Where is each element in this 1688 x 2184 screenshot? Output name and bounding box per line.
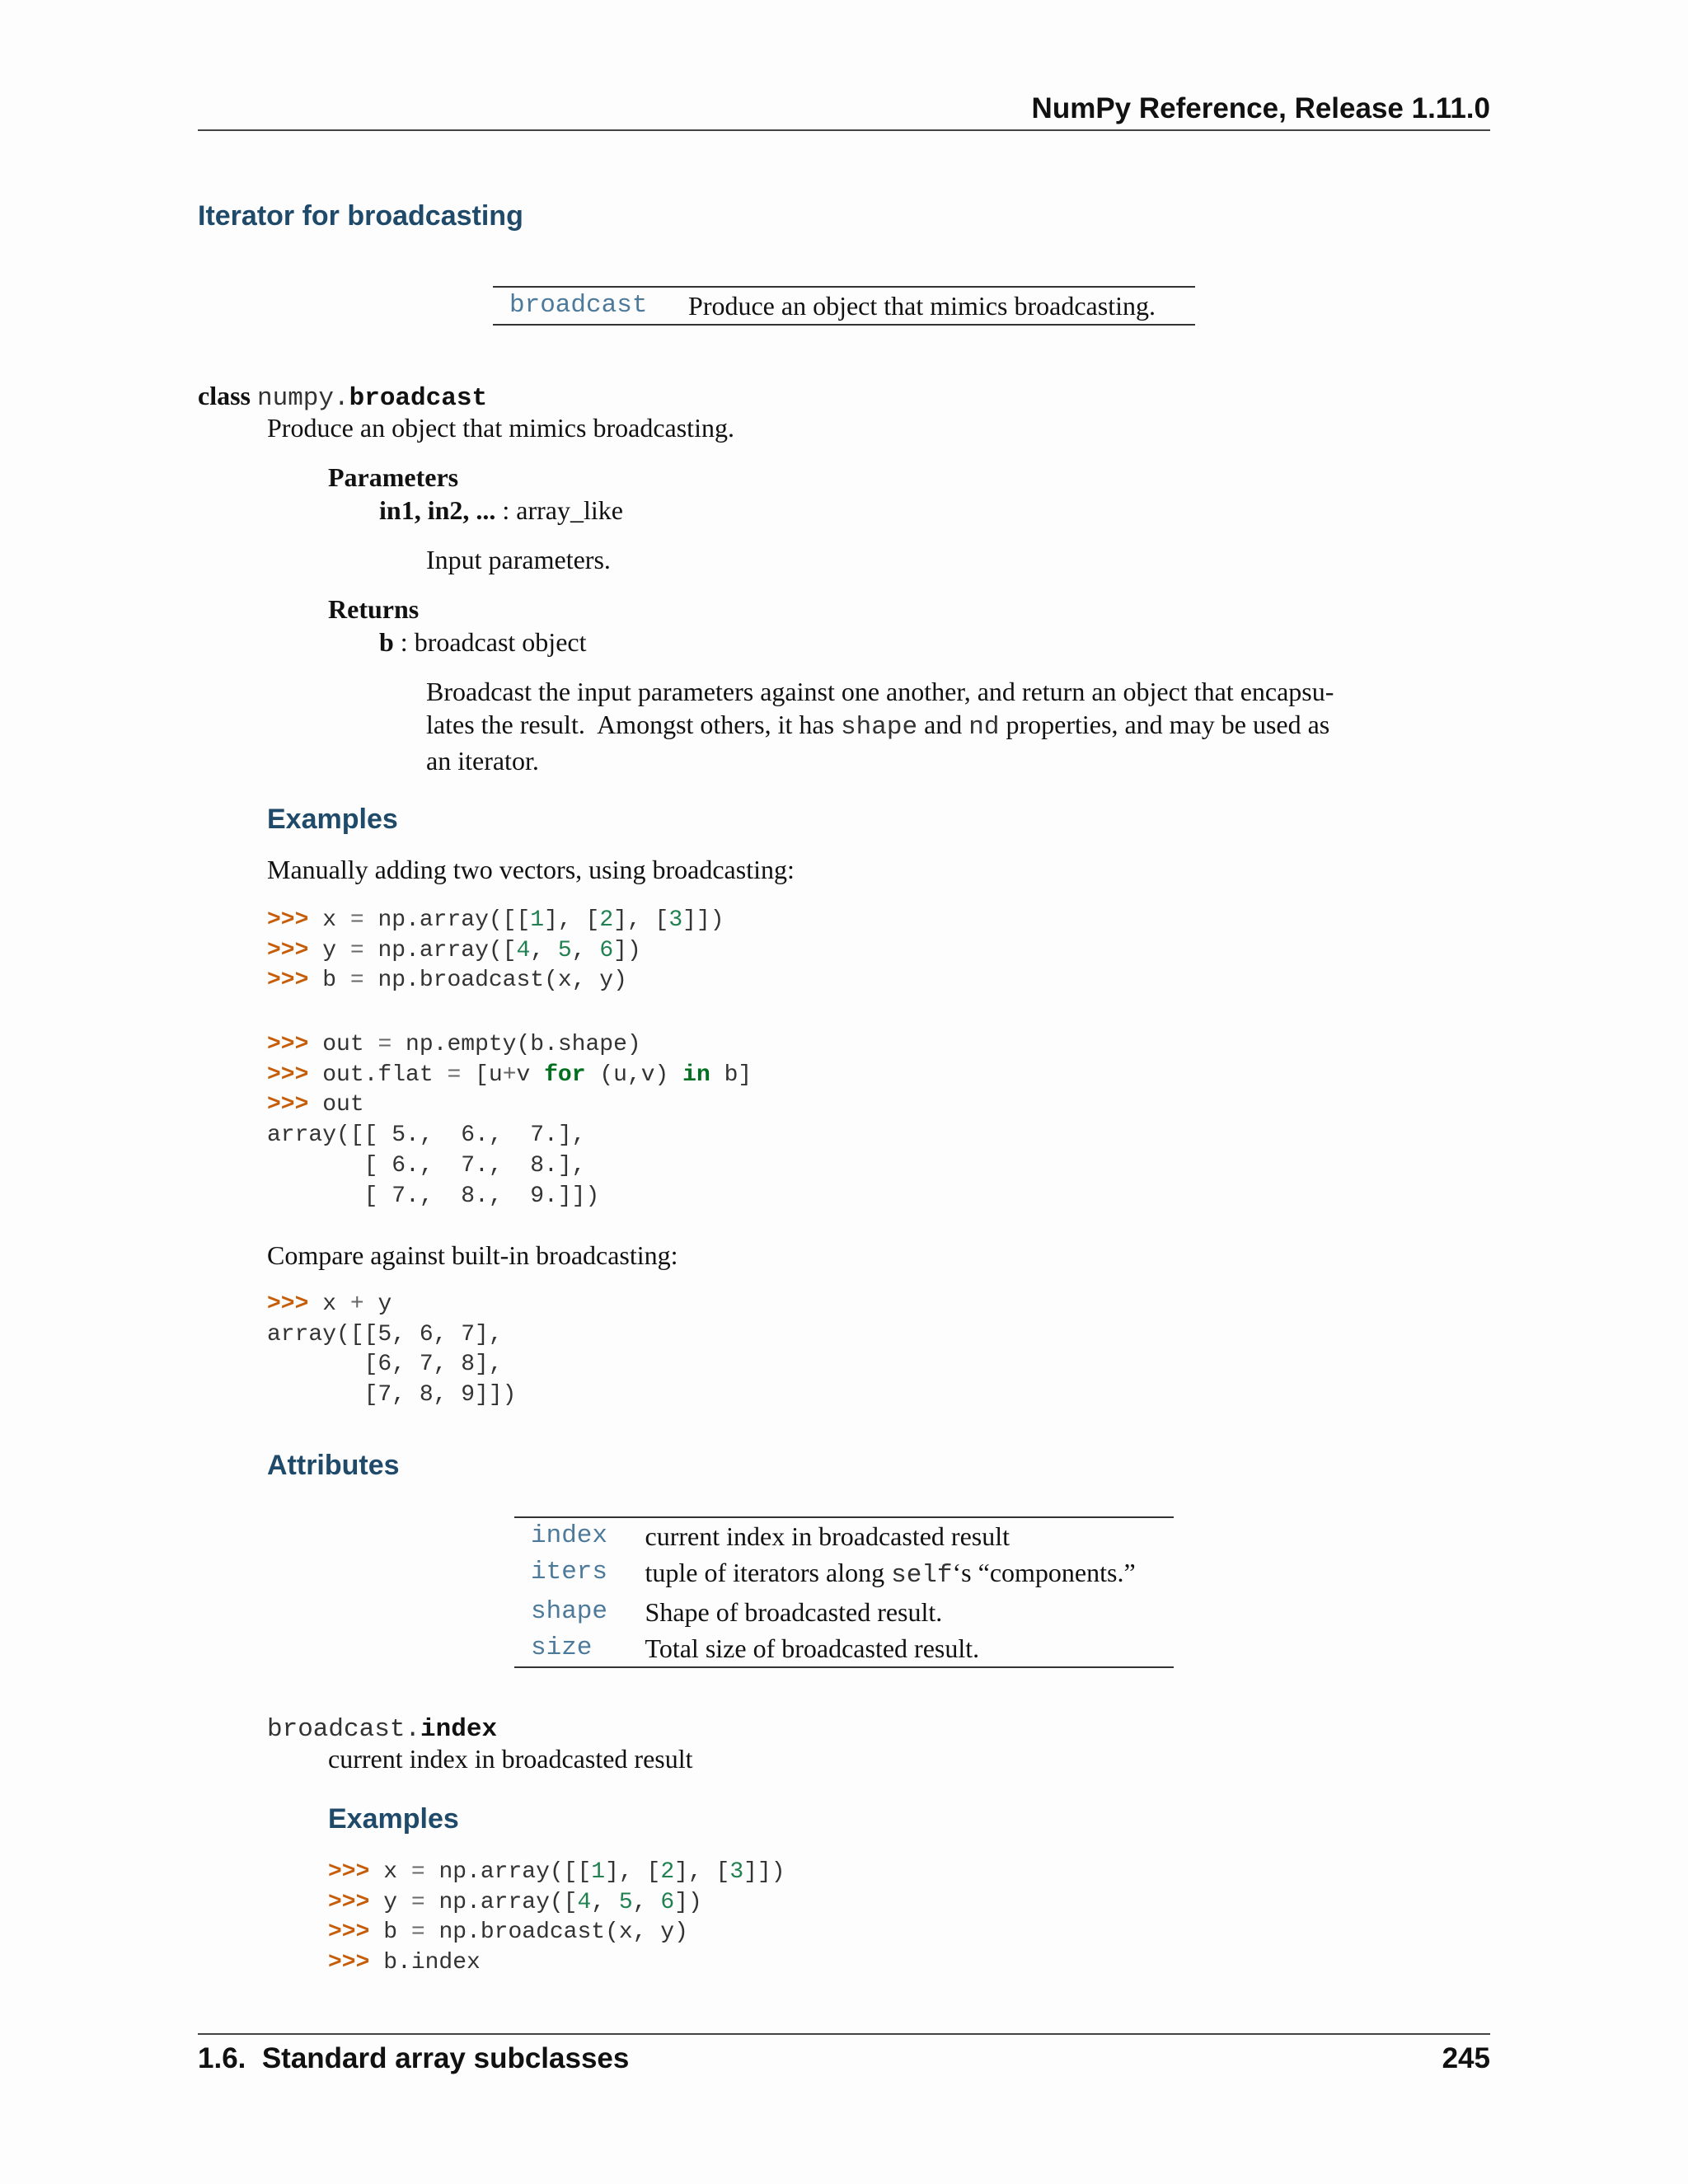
param-sep: : (495, 495, 517, 525)
index-name: index (420, 1715, 498, 1744)
attr-link-iters[interactable]: iters (531, 1558, 608, 1586)
attr-desc-iters: tuple of iterators along self‘s “components.” (645, 1558, 1136, 1590)
class-keyword: class (198, 381, 251, 410)
attr-link-index[interactable]: index (531, 1521, 608, 1550)
return-description (426, 675, 1399, 777)
param-description: Input parameters. (426, 545, 611, 574)
return-desc-line-3: an iterator. (426, 746, 539, 776)
code-block-3: >>> x + y array([[5, 6, 7], [6, 7, 8], [7, 8, 9]]) (267, 1291, 517, 1408)
index-signature (267, 1710, 497, 1746)
table-row (514, 1630, 1174, 1667)
class-name: broadcast (349, 384, 488, 413)
param-name: in1, in2, ... (379, 495, 496, 525)
attributes-heading: Attributes (267, 1450, 400, 1481)
returns-label: Returns (328, 594, 420, 624)
class-module: numpy. (257, 384, 349, 413)
table-row (493, 287, 1195, 325)
param-type: array_like (516, 495, 623, 525)
section-title: Iterator for broadcasting (198, 200, 523, 232)
summary-desc: Produce an object that mimics broadcasting. (688, 291, 1156, 321)
examples-intro: Manually adding two vectors, using broadcasting: (267, 855, 795, 884)
code-block-4: >>> x = np.array([[1], [2], [3]]) >>> y = np.array([4, 5, 6]) >>> b = np.broadcast(x, y) >>> b.index (328, 1859, 785, 1976)
summary-link-broadcast[interactable]: broadcast (509, 291, 648, 320)
index-prefix: broadcast. (267, 1715, 421, 1744)
summary-table (493, 286, 1195, 326)
return-desc-line-1: Broadcast the input parameters against one another, and return an object that encapsu- (426, 677, 1334, 706)
return-name: b (379, 627, 394, 657)
code-shape: shape (841, 713, 918, 742)
attr-desc-shape: Shape of broadcasted result. (645, 1597, 943, 1627)
attr-link-size[interactable]: size (531, 1633, 593, 1662)
attr-desc-index: current index in broadcasted result (645, 1521, 1010, 1551)
examples-heading: Examples (267, 804, 398, 835)
compare-text: Compare against built-in broadcasting: (267, 1240, 678, 1270)
class-signature (198, 379, 487, 415)
code-self: self (891, 1561, 953, 1590)
footer-section: 1.6. Standard array subclasses (198, 2042, 630, 2074)
footer-rule (198, 2033, 1490, 2035)
attr-link-shape[interactable]: shape (531, 1597, 608, 1626)
index-examples-heading: Examples (328, 1803, 459, 1835)
table-row (514, 1517, 1174, 1554)
param-signature (379, 494, 623, 527)
header-rule (198, 129, 1490, 131)
return-type: broadcast object (414, 627, 587, 657)
code-block-2: >>> out = np.empty(b.shape) >>> out.flat = [u+v for (u,v) in b] >>> out array([[ 5., 6., 7.], [ 6., 7., 8.], [ 7., 8., 9.]]) (267, 1032, 753, 1209)
code-block-1: >>> x = np.array([[1], [2], [3]]) >>> y = np.array([4, 5, 6]) >>> b = np.broadcast(x, y) (267, 907, 724, 994)
attributes-table (514, 1516, 1174, 1668)
parameters-label: Parameters (328, 462, 459, 492)
attr-desc-size: Total size of broadcasted result. (645, 1633, 980, 1663)
return-signature (379, 626, 586, 658)
class-description: Produce an object that mimics broadcasting. (267, 413, 734, 443)
code-nd: nd (968, 713, 1000, 742)
page-number: 245 (1442, 2042, 1490, 2074)
return-sep: : (393, 627, 415, 657)
table-row (514, 1594, 1174, 1630)
return-desc-line-2: lates the result. Amongst others, it has shape and nd properties, and may be used as (426, 710, 1330, 742)
running-header: NumPy Reference, Release 1.11.0 (1031, 92, 1490, 124)
table-row (514, 1554, 1174, 1594)
index-description: current index in broadcasted result (328, 1744, 693, 1774)
